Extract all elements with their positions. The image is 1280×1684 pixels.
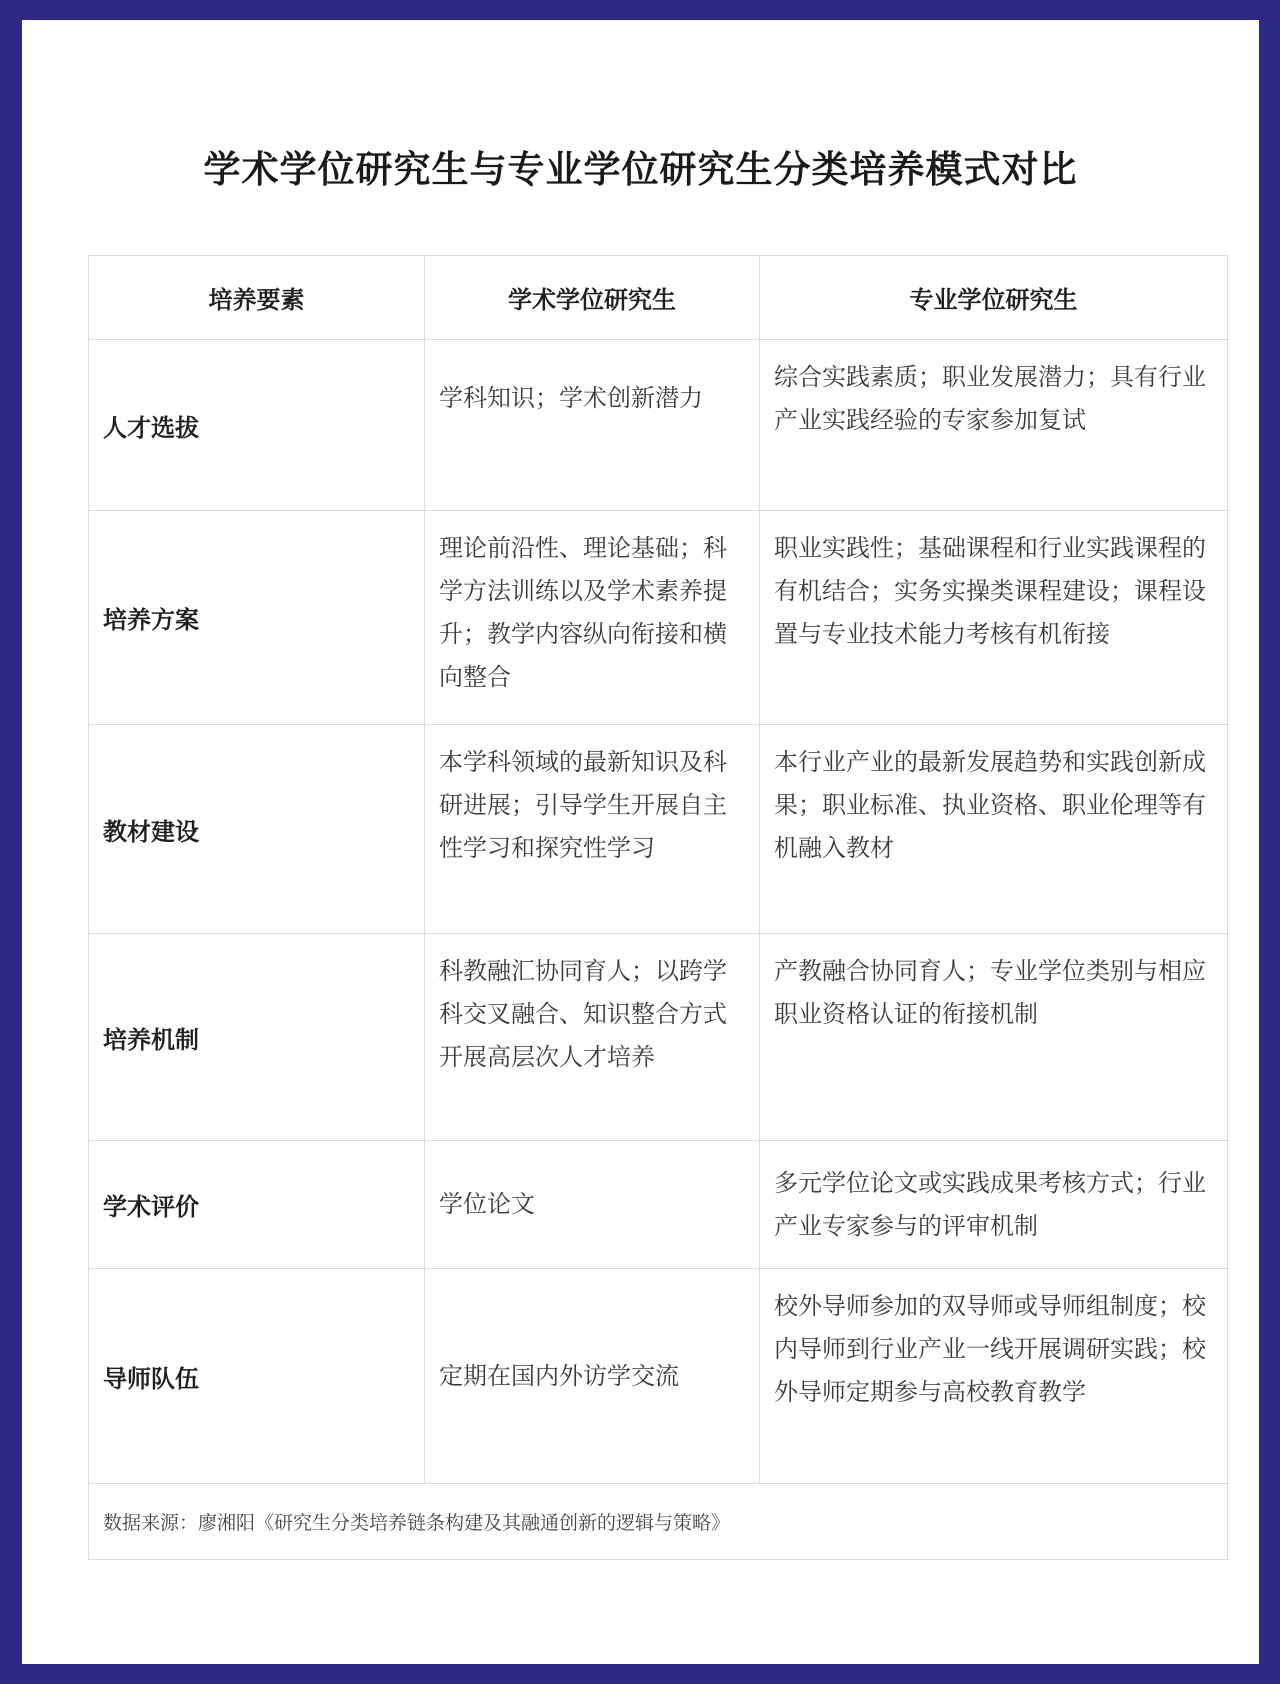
row-element: 培养机制 — [89, 934, 425, 1141]
row-professional: 综合实践素质；职业发展潜力；具有行业产业实践经验的专家参加复试 — [760, 340, 1228, 511]
row-academic: 科教融汇协同育人；以跨学科交叉融合、知识整合方式开展高层次人才培养 — [425, 934, 760, 1141]
row-professional: 本行业产业的最新发展趋势和实践创新成果；职业标准、执业资格、职业伦理等有机融入教材 — [760, 725, 1228, 934]
source-row — [89, 1484, 1228, 1560]
row-academic: 定期在国内外访学交流 — [425, 1269, 760, 1484]
header-element: 培养要素 — [89, 256, 425, 340]
row-academic: 学位论文 — [425, 1141, 760, 1269]
row-professional: 产教融合协同育人；专业学位类别与相应职业资格认证的衔接机制 — [760, 934, 1228, 1141]
comparison-table — [88, 255, 1228, 1560]
table-row — [89, 1269, 1228, 1484]
document-card — [22, 20, 1259, 1664]
row-element: 教材建设 — [89, 725, 425, 934]
table-row — [89, 934, 1228, 1141]
table-row — [89, 725, 1228, 934]
table-header-row — [89, 256, 1228, 340]
header-academic: 学术学位研究生 — [425, 256, 760, 340]
row-element: 学术评价 — [89, 1141, 425, 1269]
row-element: 培养方案 — [89, 511, 425, 725]
table-row — [89, 1141, 1228, 1269]
table-row — [89, 340, 1228, 511]
row-element: 导师队伍 — [89, 1269, 425, 1484]
row-academic: 学科知识；学术创新潜力 — [425, 340, 760, 511]
row-academic: 理论前沿性、理论基础；科学方法训练以及学术素养提升；教学内容纵向衔接和横向整合 — [425, 511, 760, 725]
row-professional: 职业实践性；基础课程和行业实践课程的有机结合；实务实操类课程建设；课程设置与专业技术能力考核有机衔接 — [760, 511, 1228, 725]
page-title: 学术学位研究生与专业学位研究生分类培养模式对比 — [203, 148, 1078, 191]
row-professional: 多元学位论文或实践成果考核方式；行业产业专家参与的评审机制 — [760, 1141, 1228, 1269]
table-row — [89, 511, 1228, 725]
row-element: 人才选拔 — [89, 340, 425, 511]
source-note: 数据来源：廖湘阳《研究生分类培养链条构建及其融通创新的逻辑与策略》 — [89, 1484, 1228, 1560]
row-academic: 本学科领域的最新知识及科研进展；引导学生开展自主性学习和探究性学习 — [425, 725, 760, 934]
header-professional: 专业学位研究生 — [760, 256, 1228, 340]
row-professional: 校外导师参加的双导师或导师组制度；校内导师到行业产业一线开展调研实践；校外导师定期参与高校教育教学 — [760, 1269, 1228, 1484]
